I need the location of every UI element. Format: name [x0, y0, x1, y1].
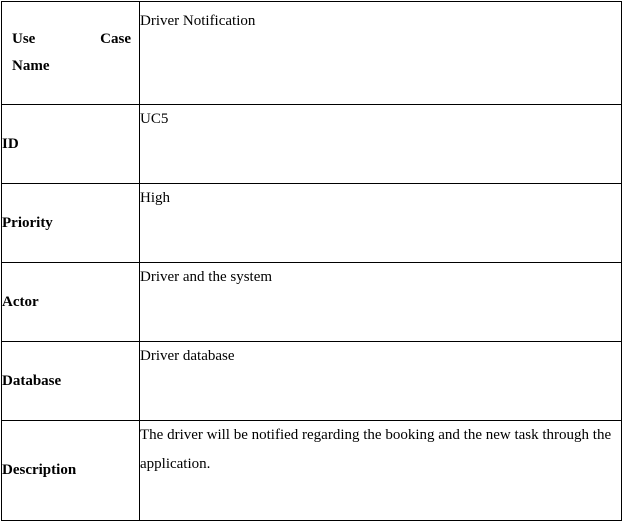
- table-row-use-case-name: [2, 2, 622, 105]
- row-label-database: Database: [2, 342, 140, 421]
- row-value-id: UC5: [140, 105, 622, 184]
- row-value-use-case-name: Driver Notification: [140, 2, 622, 105]
- label-line-1: Use Case: [12, 31, 131, 47]
- row-value-priority: High: [140, 184, 622, 263]
- row-label-priority: Priority: [2, 184, 140, 263]
- label-line-2: Name: [12, 58, 50, 74]
- row-value-database: Driver database: [140, 342, 622, 421]
- row-value-actor: Driver and the system: [140, 263, 622, 342]
- table-row-actor: [2, 263, 622, 342]
- table-row-priority: [2, 184, 622, 263]
- use-case-table: [1, 1, 622, 521]
- table-row-id: [2, 105, 622, 184]
- row-label-description: Description: [2, 421, 140, 521]
- row-label-id: ID: [2, 105, 140, 184]
- table-row-description: [2, 421, 622, 521]
- table-row-database: [2, 342, 622, 421]
- row-label-use-case-name: [2, 2, 140, 105]
- row-value-description: The driver will be notified regarding the booking and the new task through the application.: [140, 421, 622, 521]
- row-label-actor: Actor: [2, 263, 140, 342]
